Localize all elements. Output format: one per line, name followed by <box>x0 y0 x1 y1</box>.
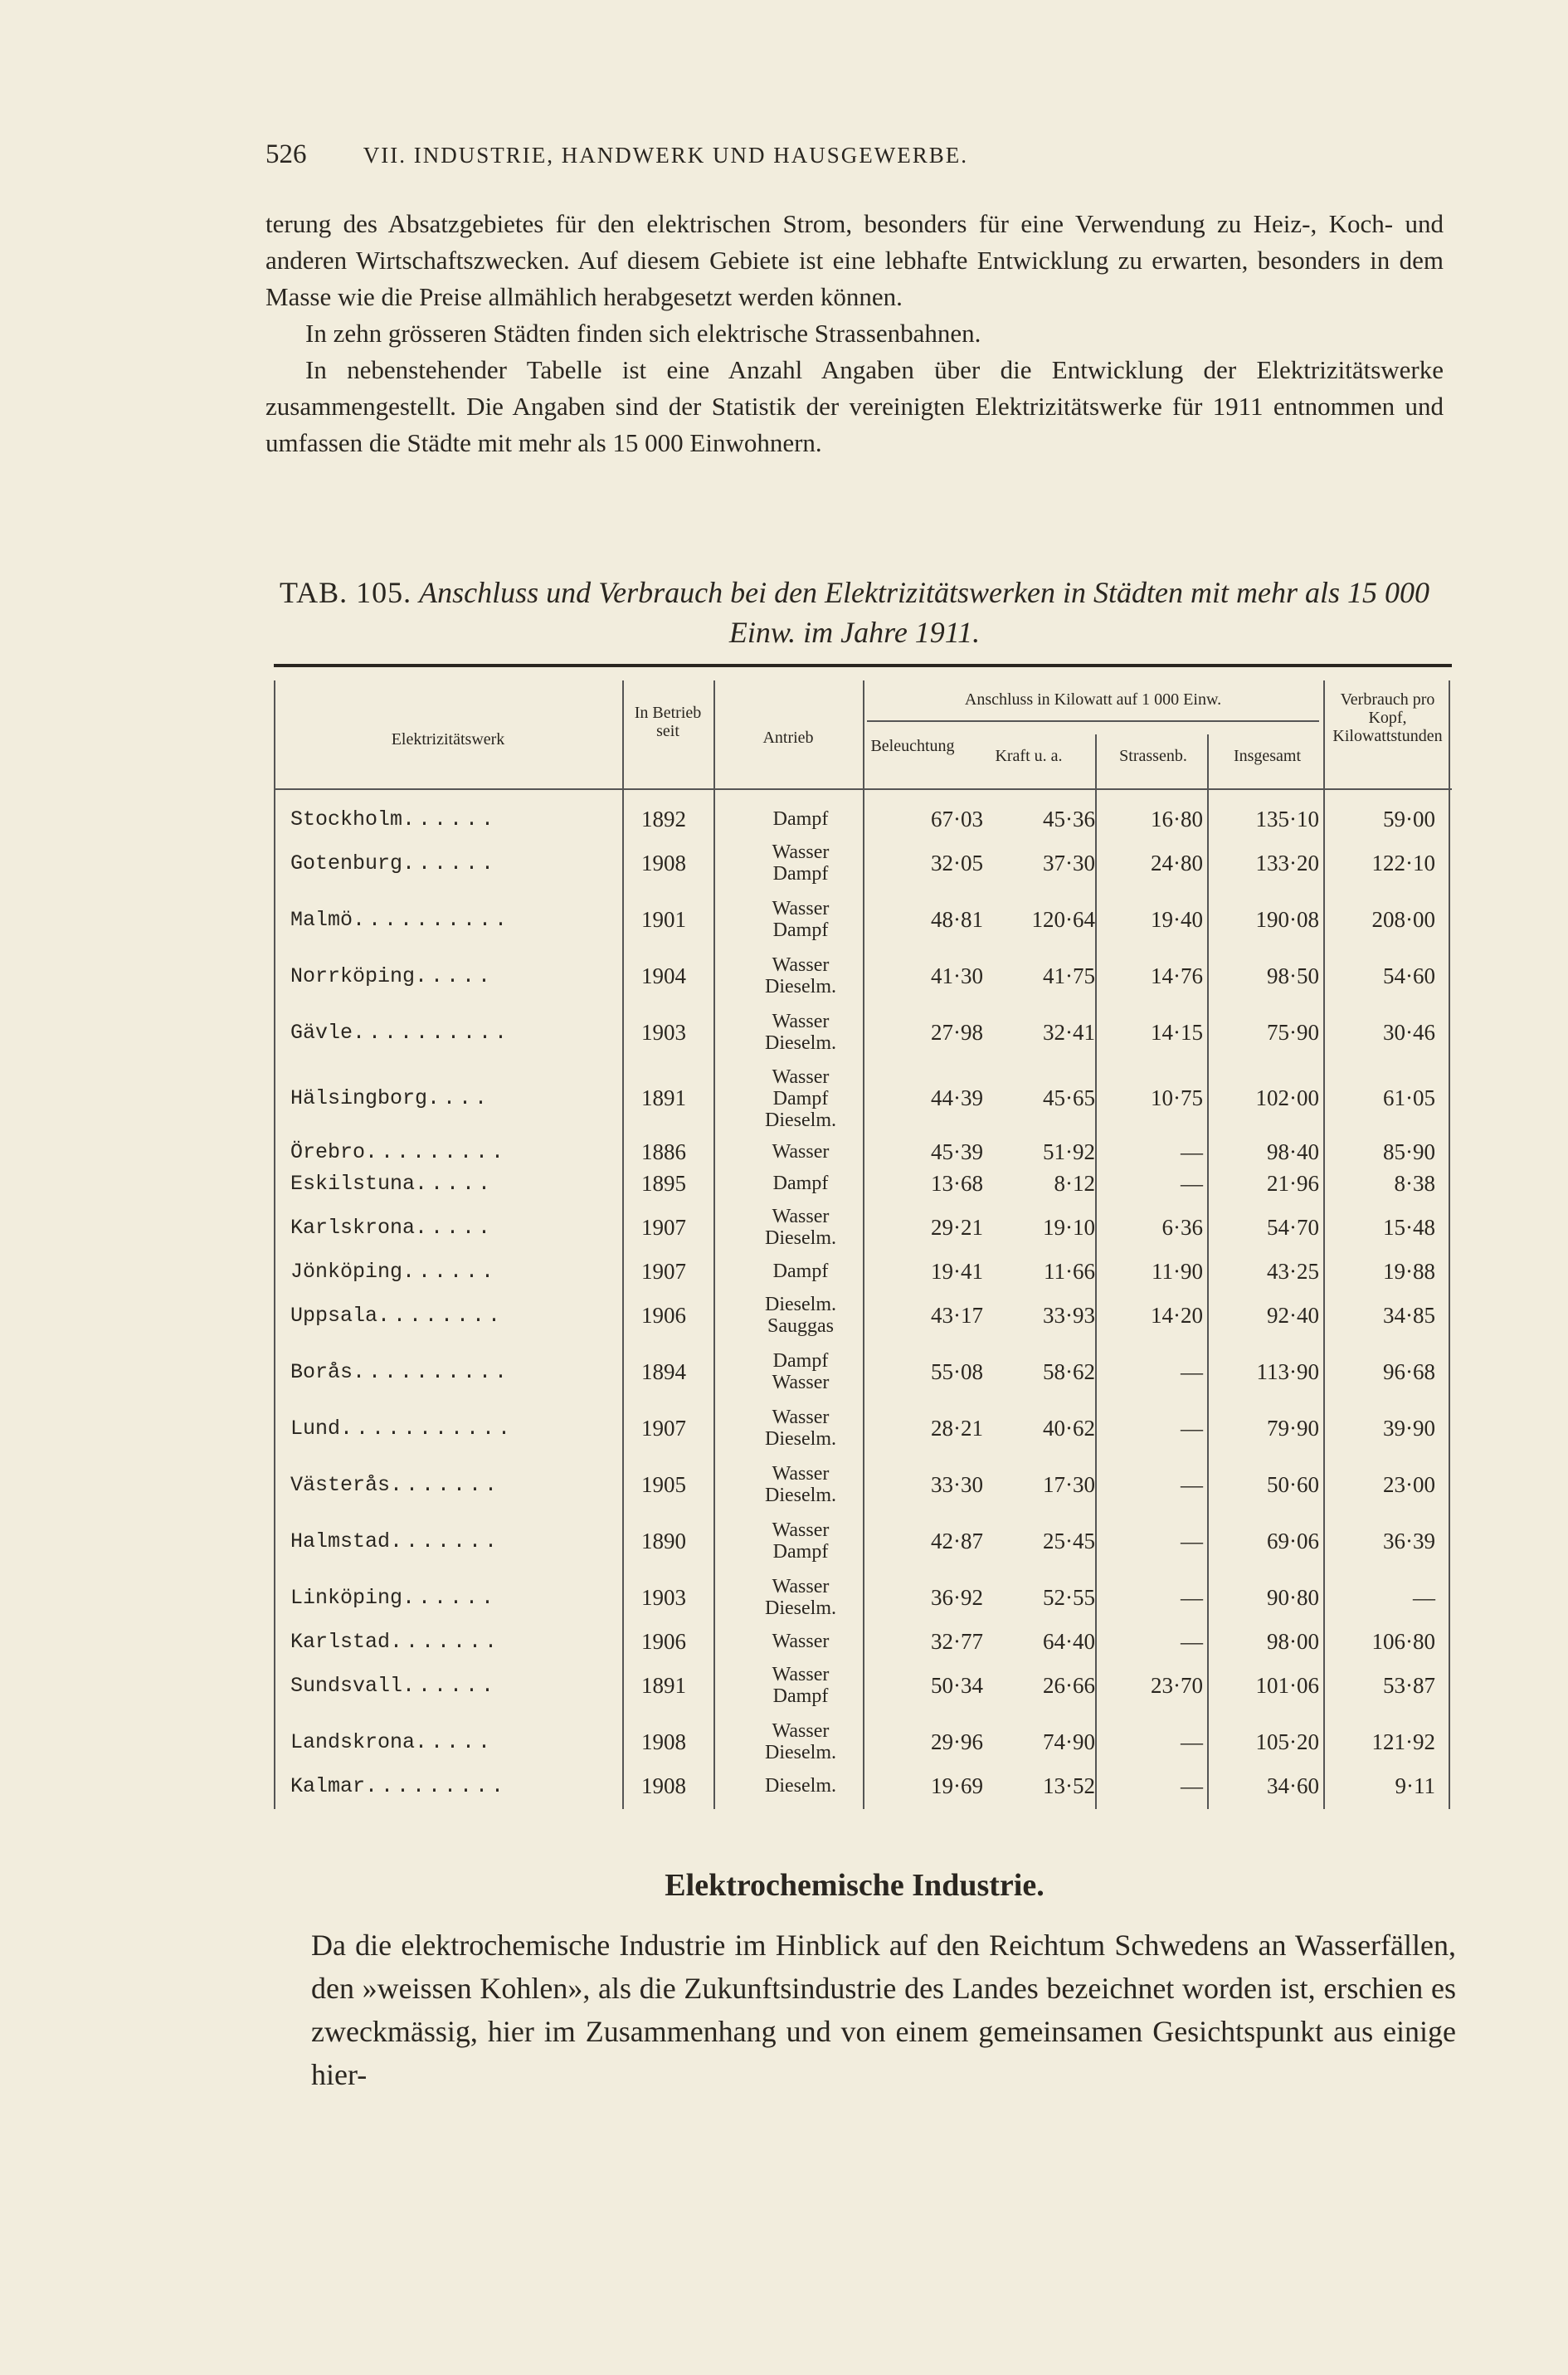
leader-dots: ..... <box>415 1729 494 1754</box>
cell-verbrauch: 61·05 <box>1383 1085 1435 1110</box>
cell-verbrauch: 106·80 <box>1371 1628 1435 1654</box>
antrieb-entry: Wasser <box>772 1463 830 1485</box>
header-rule <box>867 720 1319 722</box>
cell-werk <box>290 1256 606 1287</box>
werk-name: Lund <box>290 1416 341 1441</box>
antrieb-entry: Wasser <box>772 1141 830 1163</box>
cell-kraft: 45·65 <box>1043 1085 1095 1110</box>
leader-dots: .......... <box>353 1359 511 1384</box>
antrieb-entry: Dampf <box>772 1261 829 1282</box>
cell-werk <box>290 1513 606 1569</box>
cell-strassenb: 14·15 <box>1151 1019 1203 1045</box>
antrieb-entry: Dampf <box>772 1087 829 1109</box>
leader-dots: ...... <box>402 807 498 831</box>
header-bottom-rule <box>274 788 1452 790</box>
cell-beleuchtung: 32·05 <box>931 850 983 875</box>
cell-werk <box>290 1168 606 1199</box>
cell-insgesamt: 190·08 <box>1255 906 1319 932</box>
cell-verbrauch: 54·60 <box>1383 963 1435 988</box>
cell-kraft: 8·12 <box>1054 1170 1095 1196</box>
cell-beleuchtung: 45·39 <box>931 1139 983 1164</box>
cell-year: 1906 <box>641 1302 686 1328</box>
werk-name: Hälsingborg <box>290 1086 428 1110</box>
cell-year: 1907 <box>641 1214 686 1240</box>
cell-beleuchtung: 33·30 <box>931 1471 983 1497</box>
cell-year: 1904 <box>641 963 686 988</box>
cell-antrieb <box>726 1344 875 1400</box>
cell-kraft: 52·55 <box>1043 1584 1095 1610</box>
cell-kraft: 45·36 <box>1043 806 1095 831</box>
table-row <box>274 1061 1452 1136</box>
section-paragraph: Da die elektrochemische Industrie im Hinblick auf den Reichtum Schwedens an Wasserfällen, den »weissen Kohlen», als die Zukunftsindustrie des Landes bezeichnet worden ist, erschien es zweckmässig, hier im Zusammenhang und von einem gemeinsamen Gesichtspunkt aus einige hier- <box>311 1929 1456 2091</box>
cell-antrieb <box>726 1256 875 1287</box>
table-row <box>274 948 1452 1004</box>
antrieb-entry: Dieselm. <box>765 1742 836 1763</box>
header-kraft: Kraft u. a. <box>995 747 1063 765</box>
leader-dots: .......... <box>353 1020 511 1045</box>
cell-insgesamt: 135·10 <box>1255 806 1319 831</box>
werk-name: Halmstad <box>290 1529 391 1553</box>
cell-verbrauch: 96·68 <box>1383 1358 1435 1384</box>
cell-antrieb <box>726 1714 875 1770</box>
cell-antrieb <box>726 1004 875 1061</box>
cell-insgesamt: 98·00 <box>1267 1628 1319 1654</box>
cell-strassenb: — <box>1181 1773 1203 1798</box>
cell-kraft: 17·30 <box>1043 1471 1095 1497</box>
cell-beleuchtung: 50·34 <box>931 1672 983 1698</box>
werk-name: Norrköping <box>290 963 416 988</box>
cell-insgesamt: 98·40 <box>1267 1139 1319 1164</box>
leader-dots: ....... <box>390 1629 501 1654</box>
cell-antrieb <box>726 948 875 1004</box>
antrieb-entry: Dampf <box>772 1173 829 1194</box>
paragraph: In nebenstehender Tabelle ist eine Anzahl Angaben über die Entwicklung der Elektrizitätswerke zusammengestellt. Die Angaben sind der Statistik der vereinigten Elektrizitätswerke für 1911 entnommen und umfassen die Städte mit mehr als 15 000 Einwohnern. <box>265 355 1444 457</box>
header-strassenb: Strassenb. <box>1119 747 1187 765</box>
cell-antrieb <box>726 1569 875 1626</box>
cell-beleuchtung: 67·03 <box>931 806 983 831</box>
table-row <box>274 1513 1452 1569</box>
table-row <box>274 891 1452 948</box>
cell-beleuchtung: 48·81 <box>931 906 983 932</box>
antrieb-entry: Dampf <box>772 1350 829 1372</box>
werk-name: Sundsvall <box>290 1673 403 1698</box>
antrieb-entry: Wasser <box>772 1011 830 1032</box>
cell-year: 1901 <box>641 906 686 932</box>
cell-verbrauch: 34·85 <box>1383 1302 1435 1328</box>
table-row <box>274 1287 1452 1344</box>
cell-antrieb <box>726 1657 875 1714</box>
antrieb-entry: Wasser <box>772 841 830 863</box>
cell-beleuchtung: 44·39 <box>931 1085 983 1110</box>
cell-werk <box>290 1714 606 1770</box>
cell-year: 1892 <box>641 806 686 831</box>
cell-beleuchtung: 27·98 <box>931 1019 983 1045</box>
antrieb-entry: Dieselm. <box>765 1597 836 1619</box>
cell-verbrauch: 39·90 <box>1383 1415 1435 1441</box>
cell-kraft: 32·41 <box>1043 1019 1095 1045</box>
cell-beleuchtung: 28·21 <box>931 1415 983 1441</box>
cell-insgesamt: 69·06 <box>1267 1528 1319 1553</box>
cell-insgesamt: 50·60 <box>1267 1471 1319 1497</box>
header-insgesamt: Insgesamt <box>1233 747 1302 765</box>
table-row <box>274 1004 1452 1061</box>
leader-dots: ........ <box>377 1303 504 1328</box>
werk-name: Västerås <box>290 1472 391 1497</box>
cell-verbrauch: 8·38 <box>1394 1170 1435 1196</box>
werk-name: Borås <box>290 1359 353 1384</box>
antrieb-entry: Dieselm. <box>765 1428 836 1450</box>
leader-dots: ........... <box>340 1416 514 1441</box>
antrieb-entry: Wasser <box>772 1631 830 1652</box>
antrieb-entry: Wasser <box>772 1664 830 1685</box>
cell-verbrauch: 36·39 <box>1383 1528 1435 1553</box>
werk-name: Karlskrona <box>290 1215 416 1240</box>
cell-insgesamt: 98·50 <box>1267 963 1319 988</box>
cell-antrieb <box>726 1199 875 1256</box>
cell-kraft: 33·93 <box>1043 1302 1095 1328</box>
table-row <box>274 1344 1452 1400</box>
cell-year: 1886 <box>641 1139 686 1164</box>
antrieb-entry: Wasser <box>772 954 830 976</box>
werk-name: Örebro <box>290 1139 366 1164</box>
table-label: TAB. 105. <box>280 576 412 609</box>
cell-werk <box>290 1287 606 1344</box>
antrieb-entry: Dieselm. <box>765 1109 836 1131</box>
cell-antrieb <box>726 1136 875 1168</box>
cell-antrieb <box>726 1061 875 1136</box>
cell-kraft: 120·64 <box>1031 906 1095 932</box>
cell-verbrauch: 30·46 <box>1383 1019 1435 1045</box>
cell-kraft: 74·90 <box>1043 1729 1095 1754</box>
table-row <box>274 1199 1452 1256</box>
cell-year: 1891 <box>641 1672 686 1698</box>
cell-year: 1908 <box>641 1773 686 1798</box>
header-verbrauch: Verbrauch pro Kopf, Kilowattstunden <box>1332 690 1443 745</box>
cell-kraft: 11·66 <box>1044 1258 1095 1284</box>
cell-werk <box>290 1400 606 1456</box>
cell-antrieb <box>726 1513 875 1569</box>
cell-insgesamt: 113·90 <box>1256 1358 1319 1384</box>
leader-dots: ......... <box>365 1773 508 1798</box>
cell-verbrauch: 23·00 <box>1383 1471 1435 1497</box>
cell-year: 1903 <box>641 1584 686 1610</box>
werk-name: Malmö <box>290 907 353 932</box>
cell-antrieb <box>726 1168 875 1199</box>
cell-kraft: 37·30 <box>1043 850 1095 875</box>
antrieb-entry: Dieselm. <box>765 1294 836 1315</box>
cell-verbrauch: 9·11 <box>1395 1773 1435 1798</box>
table-row <box>274 1456 1452 1513</box>
paragraph: terung des Absatzgebietes für den elektrischen Strom, besonders für eine Verwendung zu Heiz-, Koch- und anderen Wirtschaftszwecken. Auf diesem Gebiete ist eine lebhafte Entwicklung zu erwarten, besonders in dem Masse wie die Preise allmählich herabgesetzt werden können. <box>265 209 1444 311</box>
leader-dots: .......... <box>353 907 511 932</box>
cell-insgesamt: 102·00 <box>1255 1085 1319 1110</box>
cell-insgesamt: 75·90 <box>1267 1019 1319 1045</box>
leader-dots: ......... <box>365 1139 508 1164</box>
cell-strassenb: — <box>1181 1528 1203 1553</box>
cell-kraft: 58·62 <box>1043 1358 1095 1384</box>
paragraph: In zehn grösseren Städten finden sich elektrische Strassenbahnen. <box>305 319 981 348</box>
leader-dots: ..... <box>415 963 494 988</box>
cell-werk <box>290 835 606 891</box>
cell-kraft: 40·62 <box>1043 1415 1095 1441</box>
running-header <box>265 139 1444 170</box>
cell-insgesamt: 43·25 <box>1267 1258 1319 1284</box>
cell-strassenb: 11·90 <box>1152 1258 1203 1284</box>
leader-dots: ..... <box>415 1215 494 1240</box>
chapter-title: VII. INDUSTRIE, HANDWERK UND HAUSGEWERBE. <box>363 143 968 168</box>
cell-beleuchtung: 43·17 <box>931 1302 983 1328</box>
cell-werk <box>290 1061 606 1136</box>
cell-insgesamt: 21·96 <box>1267 1170 1319 1196</box>
cell-werk <box>290 1626 606 1657</box>
table-row <box>274 1569 1452 1626</box>
data-table <box>274 664 1452 1809</box>
table-caption <box>265 573 1444 652</box>
werk-name: Gotenburg <box>290 851 403 875</box>
cell-werk <box>290 1136 606 1168</box>
cell-strassenb: — <box>1181 1584 1203 1610</box>
cell-strassenb: 23·70 <box>1151 1672 1203 1698</box>
leader-dots: ..... <box>415 1171 494 1196</box>
antrieb-entry: Dampf <box>772 1541 829 1563</box>
cell-year: 1895 <box>641 1170 686 1196</box>
cell-insgesamt: 54·70 <box>1267 1214 1319 1240</box>
antrieb-entry: Wasser <box>772 1720 830 1742</box>
cell-insgesamt: 90·80 <box>1267 1584 1319 1610</box>
cell-verbrauch: 53·87 <box>1383 1672 1435 1698</box>
cell-verbrauch: 208·00 <box>1371 906 1435 932</box>
leader-dots: ....... <box>390 1529 501 1553</box>
cell-antrieb <box>726 835 875 891</box>
antrieb-entry: Wasser <box>772 1372 830 1393</box>
antrieb-entry: Wasser <box>772 1066 830 1088</box>
cell-year: 1903 <box>641 1019 686 1045</box>
cell-beleuchtung: 32·77 <box>931 1628 983 1654</box>
table-row <box>274 1400 1452 1456</box>
cell-insgesamt: 105·20 <box>1255 1729 1319 1754</box>
antrieb-entry: Wasser <box>772 898 830 919</box>
cell-werk <box>290 1344 606 1400</box>
leader-dots: ...... <box>402 1673 498 1698</box>
cell-strassenb: 10·75 <box>1151 1085 1203 1110</box>
table-top-rule <box>274 664 1452 667</box>
cell-verbrauch: 122·10 <box>1371 850 1435 875</box>
cell-kraft: 19·10 <box>1043 1214 1095 1240</box>
leader-dots: ...... <box>402 1585 498 1610</box>
antrieb-entry: Dampf <box>772 863 829 885</box>
table-row <box>274 1714 1452 1770</box>
table-row <box>274 1168 1452 1199</box>
cell-strassenb: 19·40 <box>1151 906 1203 932</box>
werk-name: Gävle <box>290 1020 353 1045</box>
cell-verbrauch: — <box>1413 1584 1435 1610</box>
cell-beleuchtung: 36·92 <box>931 1584 983 1610</box>
cell-year: 1894 <box>641 1358 686 1384</box>
cell-antrieb <box>726 1456 875 1513</box>
cell-insgesamt: 101·06 <box>1255 1672 1319 1698</box>
antrieb-entry: Wasser <box>772 1407 830 1428</box>
cell-year: 1907 <box>641 1258 686 1284</box>
cell-werk <box>290 1199 606 1256</box>
antrieb-entry: Dieselm. <box>765 1032 836 1054</box>
cell-werk <box>290 1569 606 1626</box>
cell-strassenb: — <box>1181 1139 1203 1164</box>
cell-verbrauch: 59·00 <box>1383 806 1435 831</box>
section-heading: Elektrochemische Industrie. <box>665 1868 1045 1903</box>
cell-kraft: 13·52 <box>1043 1773 1095 1798</box>
cell-strassenb: — <box>1181 1471 1203 1497</box>
leader-dots: ...... <box>402 1259 498 1284</box>
antrieb-entry: Dampf <box>772 808 829 830</box>
cell-strassenb: — <box>1181 1628 1203 1654</box>
werk-name: Kalmar <box>290 1773 366 1798</box>
intro-text <box>265 206 1444 461</box>
werk-name: Jönköping <box>290 1259 403 1284</box>
cell-werk <box>290 1657 606 1714</box>
cell-antrieb <box>726 1287 875 1344</box>
cell-antrieb <box>726 803 875 835</box>
cell-year: 1891 <box>641 1085 686 1110</box>
header-werk: Elektrizitätswerk <box>391 730 505 749</box>
cell-year: 1908 <box>641 850 686 875</box>
table-row <box>274 1626 1452 1657</box>
antrieb-entry: Dampf <box>772 1685 829 1707</box>
cell-werk <box>290 1770 606 1802</box>
antrieb-entry: Dieselm. <box>765 976 836 997</box>
table-row <box>274 1657 1452 1714</box>
cell-strassenb: 24·80 <box>1151 850 1203 875</box>
werk-name: Karlstad <box>290 1629 391 1654</box>
cell-beleuchtung: 13·68 <box>931 1170 983 1196</box>
cell-beleuchtung: 19·41 <box>931 1258 983 1284</box>
werk-name: Uppsala <box>290 1303 378 1328</box>
cell-beleuchtung: 42·87 <box>931 1528 983 1553</box>
cell-year: 1908 <box>641 1729 686 1754</box>
cell-kraft: 41·75 <box>1043 963 1095 988</box>
cell-beleuchtung: 19·69 <box>931 1773 983 1798</box>
antrieb-entry: Dieselm. <box>765 1485 836 1506</box>
header-beleuchtung: Beleuchtung <box>870 737 955 755</box>
cell-verbrauch: 85·90 <box>1383 1139 1435 1164</box>
cell-beleuchtung: 29·96 <box>931 1729 983 1754</box>
werk-name: Stockholm <box>290 807 403 831</box>
antrieb-entry: Dampf <box>772 919 829 941</box>
cell-strassenb: — <box>1181 1358 1203 1384</box>
table-row <box>274 803 1452 835</box>
header-anschluss: Anschluss in Kilowatt auf 1 000 Einw. <box>964 690 1222 709</box>
cell-year: 1890 <box>641 1528 686 1553</box>
page-number: 526 <box>265 139 307 169</box>
cell-antrieb <box>726 1770 875 1802</box>
cell-beleuchtung: 55·08 <box>931 1358 983 1384</box>
cell-kraft: 51·92 <box>1043 1139 1095 1164</box>
table-row <box>274 1256 1452 1287</box>
werk-name: Linköping <box>290 1585 403 1610</box>
table-row <box>274 835 1452 891</box>
cell-insgesamt: 133·20 <box>1255 850 1319 875</box>
antrieb-entry: Dieselm. <box>765 1775 836 1797</box>
cell-kraft: 25·45 <box>1043 1528 1095 1553</box>
cell-year: 1906 <box>641 1628 686 1654</box>
antrieb-entry: Sauggas <box>767 1315 834 1337</box>
cell-kraft: 26·66 <box>1043 1672 1095 1698</box>
table-title: Anschluss und Verbrauch bei den Elektrizitätswerken in Städten mit mehr als 15 000 Einw. im Jahre 1911. <box>419 576 1429 649</box>
leader-dots: ....... <box>390 1472 501 1497</box>
table-row <box>274 1136 1452 1168</box>
cell-beleuchtung: 41·30 <box>931 963 983 988</box>
cell-werk <box>290 803 606 835</box>
cell-kraft: 64·40 <box>1043 1628 1095 1654</box>
table-row <box>274 1770 1452 1802</box>
cell-strassenb: — <box>1181 1415 1203 1441</box>
cell-verbrauch: 121·92 <box>1371 1729 1435 1754</box>
cell-strassenb: — <box>1181 1729 1203 1754</box>
cell-verbrauch: 19·88 <box>1383 1258 1435 1284</box>
werk-name: Eskilstuna <box>290 1171 416 1196</box>
cell-antrieb <box>726 1626 875 1657</box>
cell-year: 1907 <box>641 1415 686 1441</box>
cell-antrieb <box>726 1400 875 1456</box>
cell-strassenb: — <box>1181 1170 1203 1196</box>
cell-strassenb: 14·76 <box>1151 963 1203 988</box>
cell-beleuchtung: 29·21 <box>931 1214 983 1240</box>
leader-dots: ...... <box>402 851 498 875</box>
cell-year: 1905 <box>641 1471 686 1497</box>
antrieb-entry: Wasser <box>772 1576 830 1597</box>
antrieb-entry: Dieselm. <box>765 1227 836 1249</box>
cell-werk <box>290 891 606 948</box>
cell-strassenb: 6·36 <box>1161 1214 1203 1240</box>
cell-strassenb: 16·80 <box>1151 806 1203 831</box>
header-antrieb: Antrieb <box>762 729 814 747</box>
cell-antrieb <box>726 891 875 948</box>
cell-verbrauch: 15·48 <box>1383 1214 1435 1240</box>
cell-insgesamt: 34·60 <box>1267 1773 1319 1798</box>
header-betrieb: In Betrieb seit <box>634 704 702 740</box>
cell-insgesamt: 92·40 <box>1267 1302 1319 1328</box>
werk-name: Landskrona <box>290 1729 416 1754</box>
cell-insgesamt: 79·90 <box>1267 1415 1319 1441</box>
antrieb-entry: Wasser <box>772 1206 830 1227</box>
leader-dots: .... <box>427 1086 491 1110</box>
cell-werk <box>290 948 606 1004</box>
antrieb-entry: Wasser <box>772 1519 830 1541</box>
cell-werk <box>290 1456 606 1513</box>
cell-werk <box>290 1004 606 1061</box>
cell-strassenb: 14·20 <box>1151 1302 1203 1328</box>
